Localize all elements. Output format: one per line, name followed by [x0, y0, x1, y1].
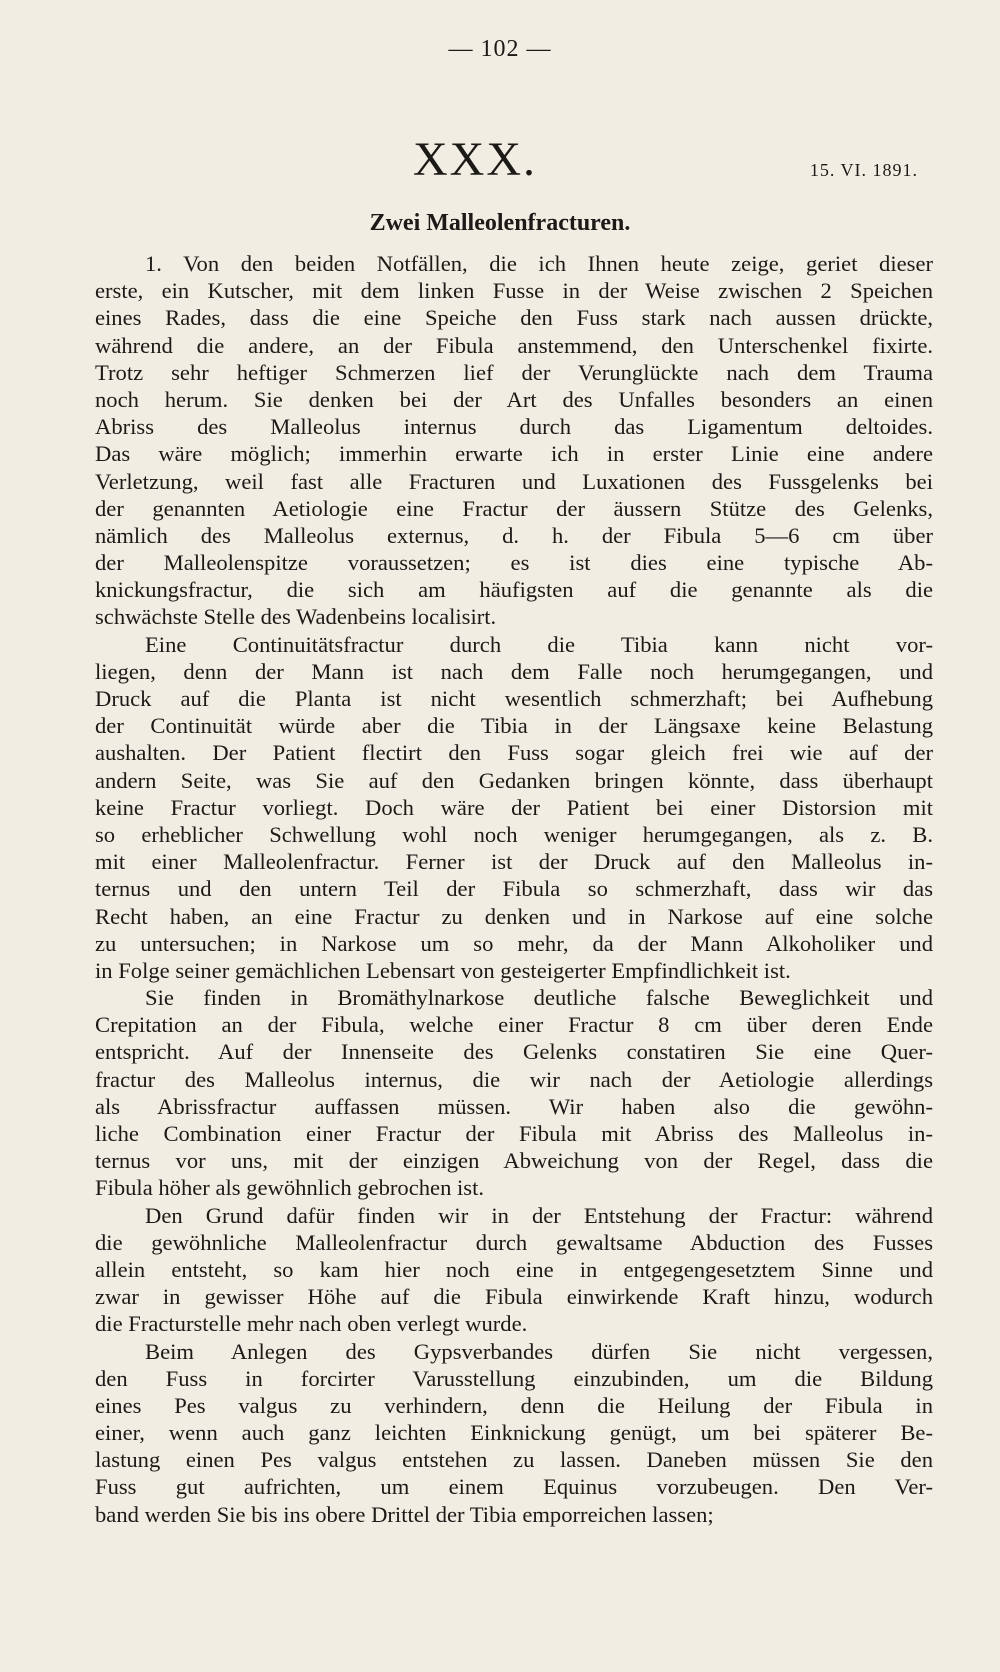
text-line: liche Combination einer Fractur der Fibula mit Abriss des Malleolus in-	[95, 1121, 933, 1146]
text-line: Druck auf die Planta ist nicht wesentlich schmerzhaft; bei Aufhebung	[95, 686, 933, 711]
chapter-number: XXX.	[413, 133, 537, 186]
page-number: — 102 —	[448, 36, 552, 62]
text-line: zu untersuchen; in Narkose um so mehr, da der Mann Alkoholiker und	[95, 930, 933, 956]
text-line: einer, wenn auch ganz leichten Einknickung genügt, um bei späterer Be-	[95, 1420, 933, 1446]
section-title: Zwei Malleolenfracturen.	[369, 210, 631, 236]
text-line: Verletzung, weil fast alle Fracturen und Luxationen des Fussgelenks bei	[95, 468, 933, 494]
text-line: die gewöhnliche Malleolenfractur durch gewaltsame Abduction des Fusses	[95, 1229, 933, 1255]
text-line: ternus und den untern Teil der Fibula so schmerzhaft, dass wir das	[95, 876, 933, 902]
text-line: band werden Sie bis ins obere Drittel der Tibia emporreichen lassen;	[95, 1501, 714, 1527]
date: 15. VI. 1891.	[809, 160, 918, 180]
text-line: andern Seite, was Sie auf den Gedanken bringen könnte, dass überhaupt	[95, 767, 933, 793]
text-line: so erheblicher Schwellung wohl noch weniger herumgegangen, als z. B.	[95, 821, 933, 847]
text-line: Crepitation an der Fibula, welche einer Fractur 8 cm über deren Ende	[95, 1012, 933, 1038]
text-line: der Malleolenspitze voraussetzen; es ist dies eine typische Ab-	[95, 550, 933, 576]
text-line: während die andere, an der Fibula anstemmend, den Unterschenkel fixirte.	[95, 332, 933, 358]
text-line: knickungsfractur, die sich am häufigsten auf die genannte als die	[95, 577, 933, 603]
text-line: Recht haben, an eine Fractur zu denken und in Narkose auf eine solche	[95, 903, 933, 929]
text-line: fractur des Malleolus internus, die wir nach der Aetiologie allerdings	[95, 1066, 933, 1092]
text-line: noch herum. Sie denken bei der Art des Unfalles besonders an einen	[95, 386, 933, 412]
text-line: die Fracturstelle mehr nach oben verlegt wurde.	[95, 1311, 528, 1337]
text-line: Abriss des Malleolus internus durch das Ligamentum deltoides.	[95, 414, 933, 440]
text-line: aushalten. Der Patient flectirt den Fuss sogar gleich frei wie auf der	[95, 740, 933, 766]
text-line: Beim Anlegen des Gypsverbandes dürfen Sie nicht vergessen,	[145, 1338, 933, 1364]
text-line: keine Fractur vorliegt. Doch wäre der Patient bei einer Distorsion mit	[95, 794, 933, 820]
text-line: Das wäre möglich; immerhin erwarte ich in erster Linie eine andere	[95, 441, 933, 467]
text-line: der Continuität würde aber die Tibia in der Längsaxe keine Belastung	[95, 713, 933, 739]
text-line: in Folge seiner gemächlichen Lebensart von gesteigerter Empfindlichkeit ist.	[95, 957, 791, 983]
text-line: Fibula höher als gewöhnlich gebrochen ist.	[95, 1175, 485, 1201]
text-line: zwar in gewisser Höhe auf die Fibula einwirkende Kraft hinzu, wodurch	[95, 1284, 933, 1310]
text-line: eines Rades, dass die eine Speiche den Fuss stark nach aussen drückte,	[95, 305, 933, 331]
text-line: nämlich des Malleolus externus, d. h. der Fibula 5—6 cm über	[95, 522, 933, 548]
text-line: 1. Von den beiden Notfällen, die ich Ihnen heute zeige, geriet dieser	[145, 251, 933, 276]
text-line: eines Pes valgus zu verhindern, denn die Heilung der Fibula in	[95, 1392, 933, 1418]
text-line: Eine Continuitätsfractur durch die Tibia kann nicht vor-	[145, 631, 933, 657]
text-line: entspricht. Auf der Innenseite des Gelenks constatiren Sie eine Quer-	[95, 1039, 933, 1065]
text-line: als Abrissfractur auffassen müssen. Wir haben also die gewöhn-	[95, 1093, 933, 1119]
text-line: allein entsteht, so kam hier noch eine in entgegengesetztem Sinne und	[95, 1256, 933, 1282]
text-line: ternus vor uns, mit der einzigen Abweichung von der Regel, dass die	[95, 1148, 933, 1174]
text-line: lastung einen Pes valgus entstehen zu lassen. Daneben müssen Sie den	[95, 1447, 933, 1473]
text-line: den Fuss in forcirter Varusstellung einzubinden, um die Bildung	[95, 1365, 933, 1391]
text-line: schwächste Stelle des Wadenbeins localisirt.	[95, 604, 497, 630]
text-line: erste, ein Kutscher, mit dem linken Fusse in der Weise zwischen 2 Speichen	[95, 278, 933, 304]
text-line: der genannten Aetiologie eine Fractur der äussern Stütze des Gelenks,	[95, 495, 933, 521]
text-line: Den Grund dafür finden wir in der Entstehung der Fractur: während	[145, 1202, 933, 1228]
text-line: mit einer Malleolenfractur. Ferner ist der Druck auf den Malleolus in-	[95, 849, 933, 875]
body-text	[95, 250, 933, 1528]
text-line: Trotz sehr heftiger Schmerzen lief der Verunglückte nach dem Trauma	[95, 359, 933, 385]
text-line: Sie finden in Bromäthylnarkose deutliche falsche Beweglichkeit und	[145, 985, 933, 1011]
text-line: liegen, denn der Mann ist nach dem Falle noch herumgegangen, und	[95, 658, 933, 684]
text-line: Fuss gut aufrichten, um einem Equinus vorzubeugen. Den Ver-	[95, 1474, 933, 1500]
